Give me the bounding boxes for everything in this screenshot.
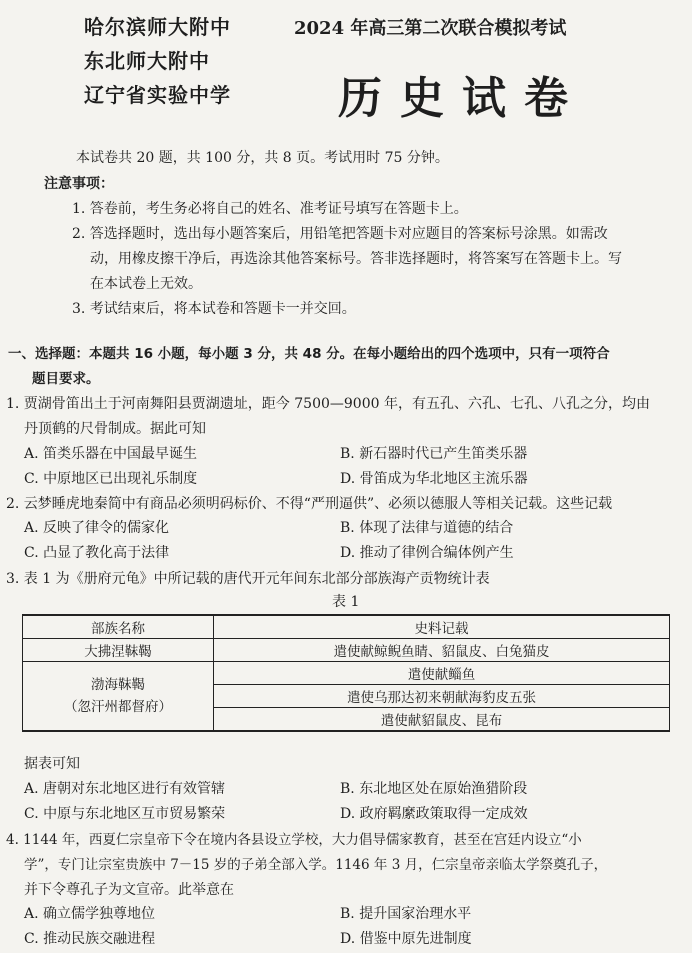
question-stem: 并下令尊孔子为文宣帝。此举意在 [24, 882, 234, 898]
question-stem: 3. 表 1 为《册府元龟》中所记载的唐代开元年间东北部分部族海产贡物统计表 [6, 571, 490, 587]
option-c: C. 推动民族交融进程 [24, 931, 156, 947]
school-name: 东北师大附中 [84, 49, 210, 73]
intro-text: 本试卷共 20 题，共 100 分，共 8 页。考试用时 75 分钟。 [76, 150, 449, 166]
option-d: D. 骨笛成为华北地区主流乐器 [340, 471, 528, 487]
table-header-cell: 部族名称 [23, 615, 214, 639]
question-stem: 丹顶鹤的尺骨制成。据此可知 [24, 421, 206, 437]
option-a: A. 反映了律令的儒家化 [24, 520, 170, 536]
option-b: B. 东北地区处在原始渔猎阶段 [340, 781, 528, 797]
tribe-name: 渤海靺鞨 [91, 677, 145, 693]
table-cell-tribe: 大拂涅靺鞨 [23, 639, 214, 662]
table-cell-record: 遣使乌那达初来朝献海豹皮五张 [214, 685, 670, 708]
option-a: A. 唐朝对东北地区进行有效管辖 [24, 781, 226, 797]
option-a: A. 笛类乐器在中国最早诞生 [24, 446, 198, 462]
note-line: 1. 答卷前，考生务必将自己的姓名、准考证号填写在答题卡上。 [72, 201, 468, 217]
question-stem: 4. 1144 年，西夏仁宗皇帝下令在境内各县设立学校，大力倡导儒家教育，甚至在宫廷内设立“小 [6, 832, 582, 848]
question-stem: 1. 贾湖骨笛出土于河南舞阳县贾湖遗址，距今 7500—9000 年，有五孔、六孔、七孔、八孔之分，均由 [6, 396, 650, 412]
exam-title: 2024 年高三第二次联合模拟考试 [294, 18, 567, 39]
option-b: B. 新石器时代已产生笛类乐器 [340, 446, 528, 462]
option-c: C. 凸显了教化高于法律 [24, 545, 170, 561]
option-d: D. 借鉴中原先进制度 [340, 931, 472, 947]
tribute-table [22, 614, 670, 732]
option-a: A. 确立儒学独尊地位 [24, 906, 156, 922]
school-list [84, 10, 284, 112]
table-row [23, 639, 670, 662]
table-cell-record: 遣使献鲻鱼 [214, 662, 670, 685]
tribe-subname: （忽汗州都督府） [64, 699, 172, 715]
paper-title: 历史试卷 [338, 73, 586, 124]
question-lead: 据表可知 [24, 756, 80, 772]
section-heading: 一、选择题：本题共 16 小题，每小题 3 分，共 48 分。在每小题给出的四个选项中，只有一项符合 [8, 346, 610, 362]
table-caption: 表 1 [332, 594, 360, 610]
option-d: D. 政府羁縻政策取得一定成效 [340, 806, 528, 822]
note-line: 动，用橡皮擦干净后，再选涂其他答案标号。答非选择题时，将答案写在答题卡上。写 [90, 251, 622, 267]
school-name: 辽宁省实验中学 [84, 83, 231, 107]
option-c: C. 中原地区已出现礼乐制度 [24, 471, 198, 487]
table-row [23, 662, 670, 685]
option-b: B. 体现了法律与道德的结合 [340, 520, 514, 536]
table-header-cell: 史料记载 [214, 615, 670, 639]
table-cell-record: 遣使献鲸鲵鱼睛、貂鼠皮、白兔猫皮 [214, 639, 670, 662]
notes-heading: 注意事项： [44, 176, 114, 192]
option-d: D. 推动了律例合编体例产生 [340, 545, 514, 561]
option-c: C. 中原与东北地区互市贸易繁荣 [24, 806, 226, 822]
school-name: 哈尔滨师大附中 [84, 15, 231, 39]
question-stem: 2. 云梦睡虎地秦简中有商品必须明码标价、不得“严刑逼供”、必须以德服人等相关记载。这些记载 [6, 496, 613, 512]
table-cell-tribe-group [23, 662, 214, 732]
note-line: 3. 考试结束后，将本试卷和答题卡一并交回。 [72, 301, 356, 317]
note-line: 2. 答选择题时，选出每小题答案后，用铅笔把答题卡对应题目的答案标号涂黑。如需改 [72, 226, 608, 242]
note-line: 在本试卷上无效。 [90, 276, 202, 292]
option-b: B. 提升国家治理水平 [340, 906, 472, 922]
question-stem: 学”，专门让宗室贵族中 7－15 岁的子弟全部入学。1146 年 3 月，仁宗皇帝亲临太学祭奠孔子， [24, 857, 608, 873]
table-cell-record: 遣使献貂鼠皮、昆布 [214, 708, 670, 732]
table-header-row [23, 615, 670, 639]
section-heading-cont: 题目要求。 [32, 371, 100, 387]
